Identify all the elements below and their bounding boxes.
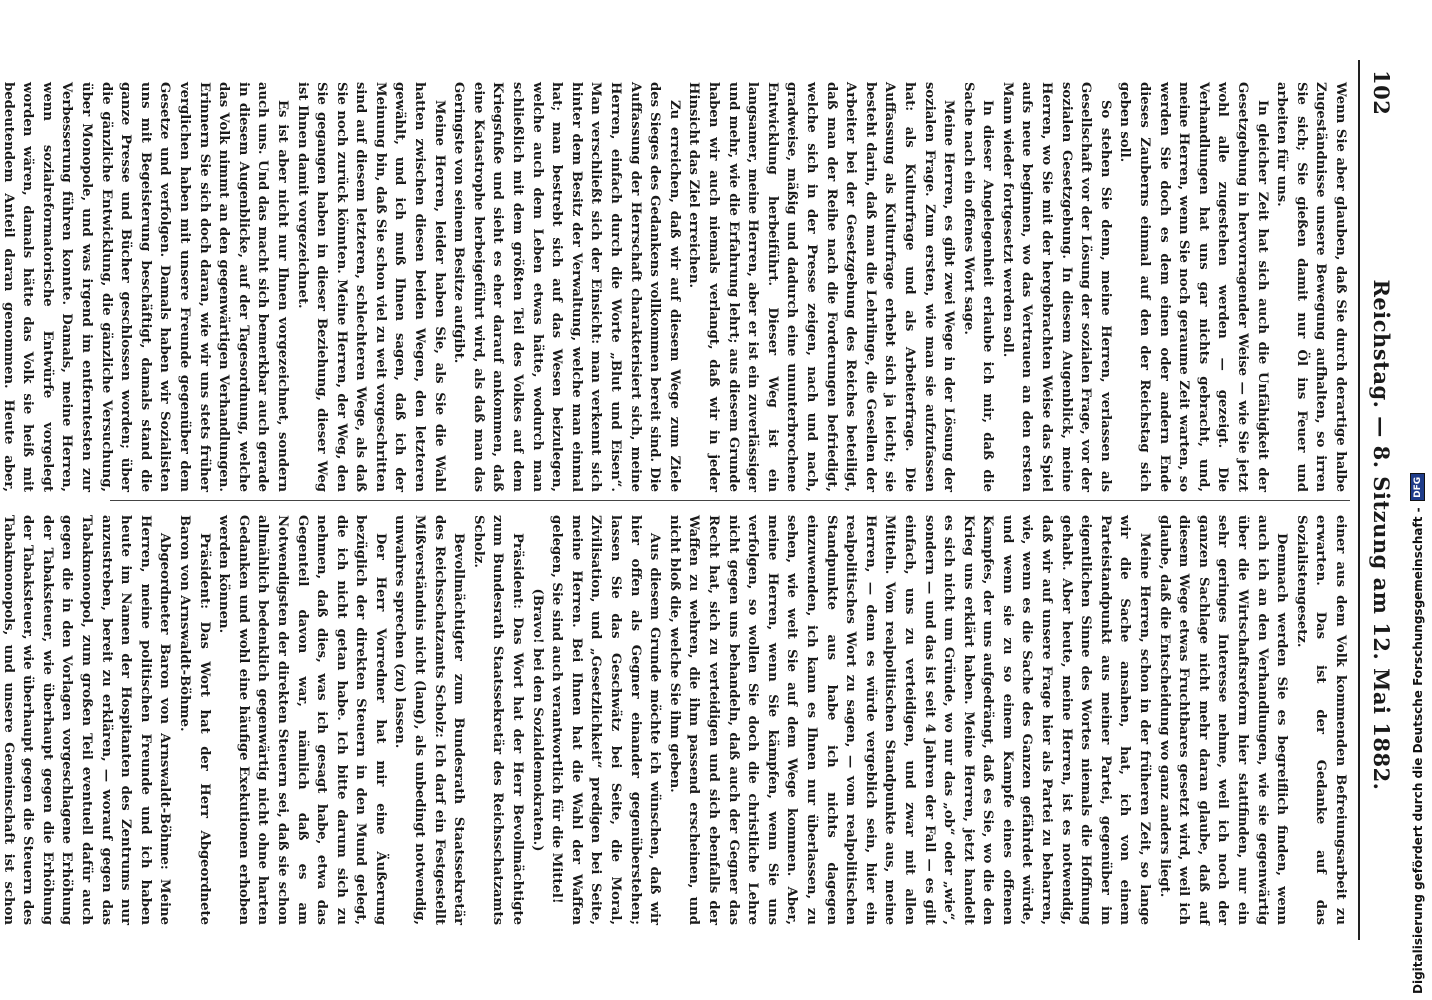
paragraph: Meine Herren, es gibt zwei Wege in der Lösung der sozialen Frage. Zum ersten, wie man sie aufzufassen hat: als Kulturfrage und als Arbeiterfrage. Die Auffassung als Kulturfrage erhebt sich ja leicht; sie besteht darin, daß man die Lehrlinge, die Gesellen der Arbeiter bei der Gesetzgebung des Reiches beteiligt, daß man der Reihe nach die Forderungen befriedigt, welche sich in der Presse zeigen, nach und nach, gradweise, mäßig und dadurch eine ununterbrochene Entwicklung herbeiführt. Dieser Weg ist ein langsamer, meine Herren, aber er ist ein zuverlässiger und mehr, wie die Erfahrung lehrt; aus diesem Grunde haben wir auch niemals verlangt, daß wir in jeder Hinsicht das Ziel erreichen. [686,82,957,492]
paragraph: Aus diesem Grunde möchte ich wünschen, daß wir hier offen als Gegner einander gegenüberstehen; lassen Sie das Geschwätz bei Seite, die Moral, Zivilisation, und „Gesetzlichkeit“ predigen bei Seite, meine Herren. Bei Ihnen hat die Wahl der Waffen gelegen, Sie sind auch verantwortlich für die Mittel! [549,515,663,925]
dfg-logo: DFG [1410,473,1425,501]
speaker-paragraph: Präsident: Das Wort hat der Herr Abgeordnete Baron von Arnswaldt-Böhme. [176,515,212,925]
speaker-paragraph: Abgeordneter Baron von Arnswaldt-Böhme: Meine Herren, meine politischen Freunde und ich haben heute im Namen der Hospitanten des Zentrums nur anzustreben, bereit zu erklären, — worauf gegen das Tabakmonopol, zum großen Teil eventuell dafür auch gegen die in den Vorlagen vorgeschlagene Erhöhung der Tabaksteuer, wie überhaupt gegen die Erhöhung der Tabaksteuer, wie überhaupt gegen die Steuern des Tabakmonopols, und unsere Gemeinschaft ist schon [0,515,173,925]
paragraph: In dieser Angelegenheit erlaube ich mir, daß die Sache nach ein offenes Wort sage. [960,82,996,492]
speaker-paragraph: Bevollmächtigter zum Bundesrath Staatssekretär des Reichsschatzamts Scholz: Ich darf ein Festgestellt Mißverständnis nicht (lang), als unbedingt notwendig, unwahres sprechen (zu) lassen. [392,515,467,925]
interjection: (Bravo! bei den Sozialdemokraten.) [529,588,545,852]
running-head: Reichstag. — 8. Sitzung am 12. Mai 1882. [1369,279,1394,791]
right-column [0,515,1350,925]
paragraph: Wenn Sie aber glauben, daß Sie durch derartige halbe Zugeständnisse unsere Bewegung aufhalten, so irren Sie sich; Sie gießen damit nur Öl ins Feuer und arbeiten für uns. [1274,82,1348,492]
speaker-paragraph: Präsident: Das Wort hat der Herr Bevollmächtigte zum Bundesrath Staatssekretär des Reichsschatzamts Scholz. [470,515,526,925]
paragraph: einer aus dem Volk kommenden Befreiungsarbeit zu erwarten. Das ist der Gedanke auf das Sozialistengesetz. [1293,515,1348,925]
paragraph: Meine Herren, schon in der früheren Zeit, so lange wir die Sache ansahen, hat, ich von einem Parteistandpunkt aus meiner Partei, gegenüber im eigentlichen Sinne des Wortes niemals die Hoffnung gehabt. Aber heute, meine Herren, ist es notwendig, daß wir auf unsere Frage hier als Partei zu beharren, wie, wenn es die Sache des Ganzen gefährdet würde, und wenn sie zu so einem Kampfe eines offenen Kampfes, der uns aufgedrängt, daß es Sie, wo die den Krieg uns erklärt haben. Meine Herren, jetzt handelt es sich nicht um Gründe, wo nur das „ob“ oder „wie“, sondern — und das ist seit 4 Jahren der Fall — es gilt einfach, uns zu verteidigen, und zwar mit allen Mitteln. Vom realpolitischen Standpunkte aus, meine Herren, — denn es würde vergeblich sein, hier ein realpolitisches Wort zu sagen, — vom realpolitischen Standpunkte aus habe ich nichts dagegen einzuwenden, ich kann es Ihnen nur überlassen, zu sehen, wie weit Sie auf dem Wege kommen. Aber, meine Herren, wenn Sie kämpfen, wenn Sie uns verfolgen, so wollen Sie doch die christliche Lehre nicht gegen uns behandeln, daß auch der Gegner das Recht hat, sich zu verteidigen und sich ebenfalls der Waffen zu wehren, die ihm passend erscheinen, und nicht bloß die, welche Sie ihm geben. [666,515,1153,925]
page-header [1366,70,1394,940]
paragraph: So stehen Sie denn, meine Herren, verlassen als Gesellschaft vor der Lösung der sozialen Frage, vor der sozialen Gesetzgebung. In diesem Augenblick, meine Herren, wo Sie mit der hergebrachten Weise das Spiel aufs neue beginnen, wo das Vertrauen an den ersten Mann wieder fortgesetzt werden soll. [999,82,1113,492]
header-rule [1358,60,1360,940]
left-column [0,82,1350,492]
page-number: 102 [1369,70,1394,116]
paragraph: Demnach werden Sie es begreiflich finden, wenn auch ich an den Verhandlungen, wie sie gegenwärtig über die Wirtschaftsreform hier stattfinden, nur ein sehr geringes Interesse nehme, weil ich noch der ganzen Sachlage nicht mehr daran glaube, daß auf diesem Wege etwas Fruchtbares gesetzt wird, weil ich glaube, daß die Entscheidung wo ganz anders liegt. [1156,515,1290,925]
digitization-credit [1410,473,1425,994]
paragraph: Zu erreichen, daß wir auf diesem Wege zum Ziele des Sieges des Gedankens vollkommen bereit sind. Die Auffassung der Herrschaft charakterisiert sich, meine Herren, einfach durch die Worte „Blut und Eisen“. Man verschließt sich der Einsicht: man verkennt sich hinter dem Besitz der Verwaltung, welche man einmal hat; man bestrebt sich auf das Wesen beizulegen, welche auch dem Leben etwas hätte, wodurch man schließlich mit dem größten Teil des Volkes auf dem Kriegsfuße und sieht es eher darauf ankommen, daß eine Katastrophe herbeigeführt wird, als daß man das Geringste von seinem Besitze aufgibt. [451,82,682,492]
paragraph: Meine Herren, leider haben Sie, als Sie die Wahl hatten zwischen diesen beiden Wegen, den letzteren gewählt, und ich muß Ihnen sagen, daß ich der Meinung bin, daß Sie schon viel zu weit vorgeschritten sind auf diesem letzteren, schlechteren Wege, als daß Sie noch zurück könnten. Meine Herren, der Weg, den Sie gegangen haben in dieser Beziehung, dieser Weg ist Ihnen damit vorgezeichnet. [294,82,447,492]
paragraph: In gleicher Zeit hat sich auch die Unfähigkeit der Gesetzgebung in hervorragender Weise — wie Sie jetzt wohl alle zugestehen werden — gezeigt. Die Verhandlungen hat uns gar nichts gebracht, und, meine Herren, wenn Sie noch geraume Zeit warten, so werden Sie doch es dem einen oder andern Ende dieses Zauberns einmal auf den der Reichstag sich geben soll. [1117,82,1270,492]
paragraph: Es ist aber nicht nur Ihnen vorgezeichnet, sondern auch uns. Und das macht sich bemerkbar auch gerade in diesem Augenblicke, auf der Tagesordnung, welche das Volk nimmt an den gegenwärtigen Verhandlungen. Erinnern Sie sich doch daran, wie wir uns stets früher verglichen haben mit unsere Freunde gegenüber dem Gesetze und verfolgen. Damals haben wir Sozialisten uns mit Begeisterung beschäftigt, damals stand die ganze Presse und Bücher geschlossen worden; über die gänzliche Entwicklung, die gänzliche Versuchung, über Monopole, und was irgend im entferntesten zur Verbesserung führen konnte. Damals, meine Herren, wenn sozialreformatorische Entwürfe vorgelegt worden wären, damals hätte das Volk sie heiß mit bedeutendem Anteil daran genommen. Heute aber, [0,82,290,492]
credit-text: Digitalisierung gefördert durch die Deutsche Forschungsgemeinschaft - [1410,507,1425,994]
column-divider [110,500,1350,501]
paragraph: Der Herr Vorredner hat mir eine Äußerung bezüglich der direkten Steuern in den Mund gelegt, die ich nicht getan habe. Ich bitte darum sich zu nehmen, daß dies, was ich gesagt habe, etwa das Gegenteil davon war, nämlich daß es am Notwendigsten der direkten Steuern sei, daß sie schon allmählich bedenklich gegenwärtig nicht ohne harten Gedanken und wohl eine häufige Exekutionen erhoben werden können. [216,515,388,925]
